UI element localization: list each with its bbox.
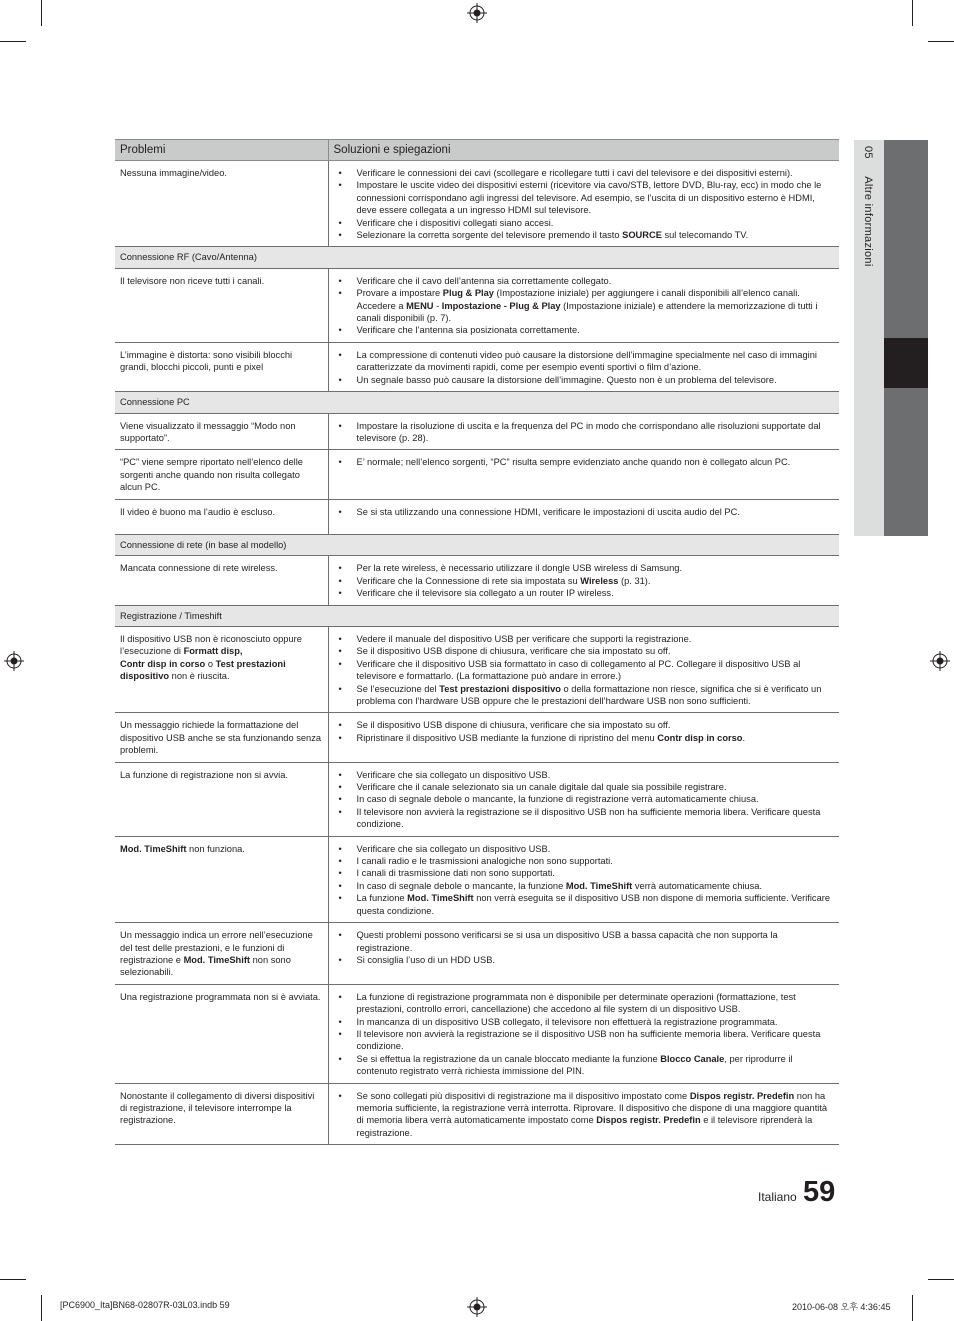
solution-item: • I canali di trasmissione dati non sono supportati. bbox=[334, 867, 835, 879]
solution-cell bbox=[328, 268, 839, 342]
solution-item: • Per la rete wireless, è necessario utilizzare il dongle USB wireless di Samsung. bbox=[334, 562, 835, 574]
problem-cell: Un messaggio indica un errore nell’esecuzione del test delle prestazioni, e le funzioni di registrazione e Mod. TimeShift non sono selezionabili. bbox=[115, 923, 328, 985]
problem-cell: Nonostante il collegamento di diversi dispositivi di registrazione, il televisore interrompe la registrazione. bbox=[115, 1083, 328, 1145]
crop-mark bbox=[0, 1279, 26, 1280]
problem-cell: La funzione di registrazione non si avvia. bbox=[115, 762, 328, 836]
solution-item: • Verificare che la Connessione di rete sia impostata su Wireless (p. 31). bbox=[334, 575, 835, 587]
crop-mark bbox=[912, 1295, 913, 1321]
solution-item: • Verificare che il canale selezionato sia un canale digitale dal quale sia possibile registrare. bbox=[334, 781, 835, 793]
solution-list bbox=[334, 275, 835, 337]
solution-item: • Verificare che sia collegato un dispositivo USB. bbox=[334, 769, 835, 781]
crop-mark bbox=[912, 0, 913, 26]
solution-list bbox=[334, 843, 835, 917]
problem-cell: Un messaggio richiede la formattazione del dispositivo USB anche se sta funzionando senza problemi. bbox=[115, 713, 328, 762]
solution-item: • Questi problemi possono verificarsi se si usa un dispositivo USB a bassa capacità che non supporta la registrazione. bbox=[334, 929, 835, 954]
solution-item: • Se si sta utilizzando una connessione HDMI, verificare le impostazioni di uscita audio del PC. bbox=[334, 506, 835, 518]
chapter-number: 05 bbox=[862, 146, 874, 159]
solution-item: • Il televisore non avvierà la registrazione se il dispositivo USB non ha sufficiente memoria libera. Verificare questa condizione. bbox=[334, 806, 835, 831]
chapter-tab-active bbox=[884, 338, 928, 388]
table-row bbox=[115, 1083, 839, 1145]
registration-mark-icon bbox=[930, 651, 950, 671]
solution-item: • Un segnale basso può causare la distorsione dell’immagine. Questo non è un problema del televisore. bbox=[334, 374, 835, 386]
solution-item: • Se l’esecuzione del Test prestazioni dispositivo o della formattazione non riesce, significa che si è verificato un problema con l’hardware USB oppure che le prestazioni dell’hardware USB non sono sufficienti. bbox=[334, 683, 835, 708]
section-row bbox=[115, 605, 839, 626]
table-row bbox=[115, 713, 839, 762]
solution-cell bbox=[328, 923, 839, 985]
chapter-title: Altre informazioni bbox=[862, 176, 874, 267]
solution-list bbox=[334, 769, 835, 831]
solution-item: • Se il dispositivo USB dispone di chiusura, verificare che sia impostato su off. bbox=[334, 719, 835, 731]
solution-cell bbox=[328, 836, 839, 922]
solution-item: • In caso di segnale debole o mancante, la funzione di registrazione verrà automaticamente chiusa. bbox=[334, 793, 835, 805]
problem-cell: Nessuna immagine/video. bbox=[115, 161, 328, 247]
table-row bbox=[115, 626, 839, 712]
footer-language: Italiano bbox=[758, 1190, 797, 1204]
table-header bbox=[115, 140, 839, 161]
crop-mark bbox=[0, 41, 26, 42]
section-row bbox=[115, 247, 839, 268]
problem-cell: Viene visualizzato il messaggio “Modo non supportato”. bbox=[115, 413, 328, 450]
solution-item: • La compressione di contenuti video può causare la distorsione dell’immagine specialmente nel caso di immagini caratterizzate da movimenti rapidi, come per esempio eventi sportivi o film d’azione. bbox=[334, 349, 835, 374]
solution-cell bbox=[328, 626, 839, 712]
solution-item: • Se il dispositivo USB dispone di chiusura, verificare che sia impostato su off. bbox=[334, 645, 835, 657]
solution-cell bbox=[328, 1083, 839, 1145]
chapter-label bbox=[862, 146, 874, 267]
solution-cell bbox=[328, 342, 839, 391]
table-row bbox=[115, 268, 839, 342]
solution-cell bbox=[328, 413, 839, 450]
solution-list bbox=[334, 991, 835, 1078]
column-header-solutions: Soluzioni e spiegazioni bbox=[328, 140, 839, 161]
section-label: Connessione PC bbox=[115, 392, 839, 413]
section-label: Connessione di rete (in base al modello) bbox=[115, 534, 839, 555]
problem-cell: Il televisore non riceve tutti i canali. bbox=[115, 268, 328, 342]
solution-item: • Se sono collegati più dispositivi di registrazione ma il dispositivo impostato come Dispos registr. Predefin non ha memoria sufficiente, la registrazione verrà interrotta. Riprovare. Il dispositivo che dispone di una maggiore quantità di memoria libera verrà automaticamente impostato come Dispos registr. Predefin e il televisore riprenderà la registrazione. bbox=[334, 1090, 835, 1140]
solution-item: • Provare a impostare Plug & Play (Impostazione iniziale) per aggiungere i canali disponibili all’elenco canali. Accedere a MENU - Impostazione - Plug & Play (Impostazione iniziale) e attendere la memorizzazione di tutti i canali disponibili (p. 7). bbox=[334, 287, 835, 324]
solution-item: • La funzione di registrazione programmata non è disponibile per determinate operazioni (formattazione, test prestazioni, controllo errori, cancellazione) che accedono al file system di un dispositivo USB. bbox=[334, 991, 835, 1016]
solution-cell bbox=[328, 984, 839, 1083]
registration-mark-icon bbox=[467, 3, 487, 23]
problem-cell: Il dispositivo USB non è riconosciuto oppure l’esecuzione di Formatt disp, Contr disp in corso o Test prestazioni dispositivo non è riuscita. bbox=[115, 626, 328, 712]
registration-mark-icon bbox=[467, 1297, 487, 1317]
solution-list bbox=[334, 719, 835, 744]
column-header-problems: Problemi bbox=[115, 140, 328, 161]
solution-item: • Verificare che il televisore sia collegato a un router IP wireless. bbox=[334, 587, 835, 599]
solution-item: • Se si effettua la registrazione da un canale bloccato mediante la funzione Blocco Canale, per riprodurre il contenuto registrato verrà richiesta immissione del PIN. bbox=[334, 1053, 835, 1078]
crop-mark bbox=[41, 0, 42, 26]
troubleshooting-table bbox=[115, 139, 839, 1145]
solution-list bbox=[334, 349, 835, 386]
crop-mark bbox=[928, 1279, 954, 1280]
solution-item: • Verificare le connessioni dei cavi (scollegare e ricollegare tutti i cavi del televisore e dei dispositivi esterni). bbox=[334, 167, 835, 179]
crop-mark bbox=[41, 1295, 42, 1321]
crop-mark bbox=[928, 41, 954, 42]
table-row bbox=[115, 342, 839, 391]
solution-item: • Verificare che il dispositivo USB sia formattato in caso di collegamento al PC. Collegare il dispositivo USB al televisore e formattarlo. (La formattazione può andare in errore.) bbox=[334, 658, 835, 683]
solution-list bbox=[334, 506, 835, 518]
solution-list bbox=[334, 1090, 835, 1140]
problem-cell: “PC” viene sempre riportato nell’elenco delle sorgenti anche quando non risulta collegato alcun PC. bbox=[115, 450, 328, 499]
table-row bbox=[115, 450, 839, 499]
solution-cell bbox=[328, 499, 839, 534]
table-body bbox=[115, 161, 839, 1145]
problem-cell: Il video è buono ma l’audio è escluso. bbox=[115, 499, 328, 534]
problem-cell: Una registrazione programmata non si è avviata. bbox=[115, 984, 328, 1083]
solution-item: • Verificare che il cavo dell’antenna sia correttamente collegato. bbox=[334, 275, 835, 287]
page-number: 59 bbox=[803, 1176, 836, 1208]
solution-item: • La funzione Mod. TimeShift non verrà eseguita se il dispositivo USB non dispone di memoria sufficiente. Verificare questa condizione. bbox=[334, 892, 835, 917]
solution-cell bbox=[328, 450, 839, 499]
solution-item: • Si consiglia l’uso di un HDD USB. bbox=[334, 954, 835, 966]
solution-item: • Il televisore non avvierà la registrazione se il dispositivo USB non ha sufficiente memoria libera. Verificare questa condizione. bbox=[334, 1028, 835, 1053]
section-label: Registrazione / Timeshift bbox=[115, 605, 839, 626]
section-row bbox=[115, 392, 839, 413]
table-row bbox=[115, 413, 839, 450]
solution-item: • Selezionare la corretta sorgente del televisore premendo il tasto SOURCE sul telecomando TV. bbox=[334, 229, 835, 241]
solution-item: • Impostare le uscite video dei dispositivi esterni (ricevitore via cavo/STB, lettore DVD, Blu-ray, ecc) in modo che le connessioni corrispondano agli ingressi del televisore. Ad esempio, se l’uscita di un dispositivo esterno è HDMI, deve essere collegata a un ingresso HDMI sul televisore. bbox=[334, 179, 835, 216]
solution-cell bbox=[328, 762, 839, 836]
table-row bbox=[115, 499, 839, 534]
solution-item: • Verificare che i dispositivi collegati siano accesi. bbox=[334, 217, 835, 229]
table-row bbox=[115, 161, 839, 247]
solution-item: • Ripristinare il dispositivo USB mediante la funzione di ripristino del menu Contr disp in corso. bbox=[334, 732, 835, 744]
problem-cell: Mod. TimeShift non funziona. bbox=[115, 836, 328, 922]
problem-cell: L’immagine è distorta: sono visibili blocchi grandi, blocchi piccoli, punti e pixel bbox=[115, 342, 328, 391]
solution-cell bbox=[328, 161, 839, 247]
solution-cell bbox=[328, 556, 839, 605]
solution-list bbox=[334, 562, 835, 599]
problem-cell: Mancata connessione di rete wireless. bbox=[115, 556, 328, 605]
table-row bbox=[115, 923, 839, 985]
table-row bbox=[115, 836, 839, 922]
solution-cell bbox=[328, 713, 839, 762]
imprint-filename: [PC6900_Ita]BN68-02807R-03L03.indb 59 bbox=[60, 1300, 230, 1310]
imprint-date: 2010-06-08 오후 4:36:45 bbox=[792, 1302, 891, 1312]
section-row bbox=[115, 534, 839, 555]
solution-item: • I canali radio e le trasmissioni analogiche non sono supportati. bbox=[334, 855, 835, 867]
table-row bbox=[115, 762, 839, 836]
solution-item: • In mancanza di un dispositivo USB collegato, il televisore non effettuerà la registrazione programmata. bbox=[334, 1016, 835, 1028]
solution-list bbox=[334, 456, 835, 468]
table-row bbox=[115, 984, 839, 1083]
solution-item: • Verificare che l’antenna sia posizionata correttamente. bbox=[334, 324, 835, 336]
solution-item: • Verificare che sia collegato un dispositivo USB. bbox=[334, 843, 835, 855]
solution-item: • Vedere il manuale del dispositivo USB per verificare che supporti la registrazione. bbox=[334, 633, 835, 645]
solution-item: • Impostare la risoluzione di uscita e la frequenza del PC in modo che corrispondano alle risoluzioni supportate dal televisore (p. 28). bbox=[334, 420, 835, 445]
solution-list bbox=[334, 167, 835, 241]
section-label: Connessione RF (Cavo/Antenna) bbox=[115, 247, 839, 268]
solution-item: • E’ normale; nell’elenco sorgenti, “PC” risulta sempre evidenziato anche quando non è collegato alcun PC. bbox=[334, 456, 835, 468]
solution-list bbox=[334, 929, 835, 966]
solution-list bbox=[334, 420, 835, 445]
solution-list bbox=[334, 633, 835, 707]
registration-mark-icon bbox=[4, 651, 24, 671]
table-row bbox=[115, 556, 839, 605]
solution-item: • In caso di segnale debole o mancante, la funzione Mod. TimeShift verrà automaticamente chiusa. bbox=[334, 880, 835, 892]
